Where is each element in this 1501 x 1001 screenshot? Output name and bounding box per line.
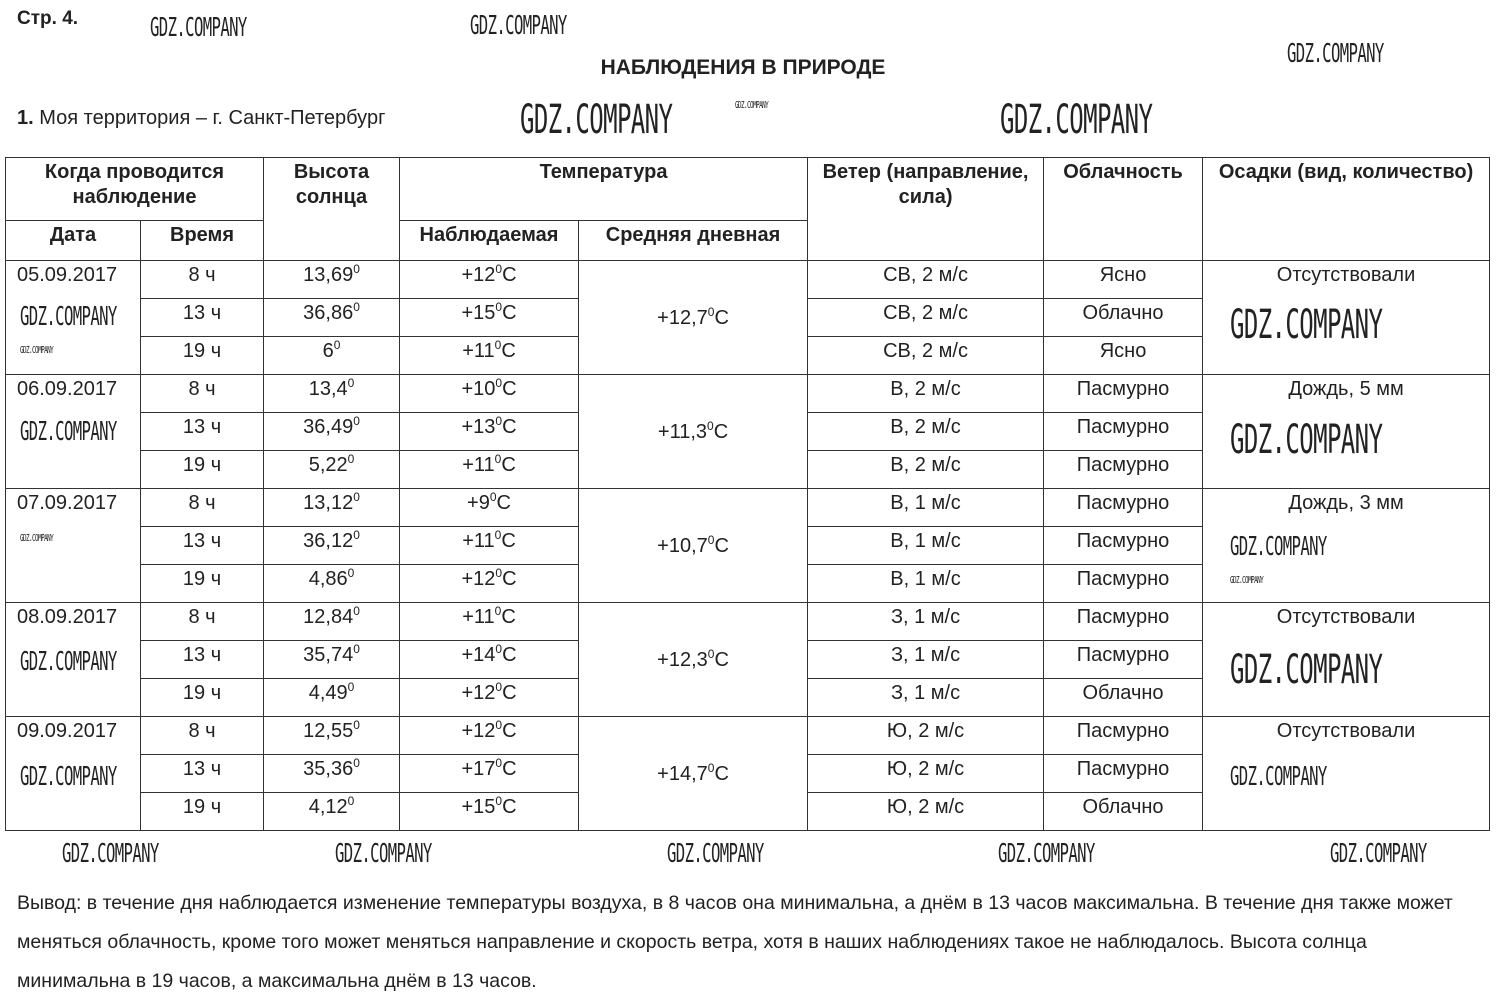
watermark: GDZ.COMPANY [735, 100, 769, 111]
wind-cell: СВ, 2 м/с [808, 299, 1044, 337]
observed-temp-cell: $+9^0C$ [400, 489, 579, 527]
watermark: GDZ.COMPANY [1230, 302, 1383, 348]
watermark: GDZ.COMPANY [20, 417, 117, 447]
clouds-cell: Пасмурно [1044, 489, 1203, 527]
header-avg: Средняя дневная [579, 221, 808, 261]
observed-temp-cell: $+10^0C$ [400, 375, 579, 413]
precip-cell: Дождь, 5 мм [1203, 375, 1490, 489]
avg-temp-cell: $+11,3^0C$ [579, 375, 808, 489]
time-cell: 19 ч [141, 337, 264, 375]
observations-table [5, 157, 1490, 831]
watermark: GDZ.COMPANY [20, 647, 117, 677]
time-cell: 13 ч [141, 641, 264, 679]
precip-cell: Отсутствовали [1203, 603, 1490, 717]
sun-height-cell: 35,74$^0$ [264, 641, 400, 679]
wind-cell: В, 1 м/с [808, 565, 1044, 603]
sun-height-cell: 36,86$^0$ [264, 299, 400, 337]
clouds-cell: Пасмурно [1044, 603, 1203, 641]
sun-height-cell: 5,22$^0$ [264, 451, 400, 489]
clouds-cell: Облачно [1044, 793, 1203, 831]
date-cell: 06.09.2017 [6, 375, 141, 489]
clouds-cell: Пасмурно [1044, 451, 1203, 489]
sun-height-cell: 36,49$^0$ [264, 413, 400, 451]
wind-cell: Ю, 2 м/с [808, 755, 1044, 793]
sun-height-cell: 4,86$^0$ [264, 565, 400, 603]
time-cell: 19 ч [141, 793, 264, 831]
watermark: GDZ.COMPANY [520, 97, 673, 143]
time-cell: 8 ч [141, 603, 264, 641]
watermark: GDZ.COMPANY [1230, 647, 1383, 693]
watermark: GDZ.COMPANY [1230, 762, 1327, 792]
date-cell: 08.09.2017 [6, 603, 141, 717]
observed-temp-cell: $+12^0C$ [400, 565, 579, 603]
sun-height-cell: $6^0$ [264, 337, 400, 375]
avg-temp-cell: $+14,7^0C$ [579, 717, 808, 831]
clouds-cell: Пасмурно [1044, 717, 1203, 755]
time-cell: 13 ч [141, 527, 264, 565]
precip-cell: Дождь, 3 мм [1203, 489, 1490, 603]
sun-height-cell: 4,49$^0$ [264, 679, 400, 717]
clouds-cell: Пасмурно [1044, 641, 1203, 679]
table-row [6, 261, 1490, 299]
table-row [6, 603, 1490, 641]
table-row [6, 489, 1490, 527]
time-cell: 19 ч [141, 565, 264, 603]
header-clouds: Облачность [1044, 158, 1203, 261]
watermark: GDZ.COMPANY [1287, 39, 1384, 69]
date-cell: 07.09.2017 [6, 489, 141, 603]
watermark: GDZ.COMPANY [20, 345, 54, 356]
wind-cell: З, 1 м/с [808, 603, 1044, 641]
sun-height-cell: 12,55$^0$ [264, 717, 400, 755]
watermark: GDZ.COMPANY [1230, 532, 1327, 562]
observed-temp-cell: $+11^0C$ [400, 527, 579, 565]
time-cell: 8 ч [141, 375, 264, 413]
wind-cell: З, 1 м/с [808, 679, 1044, 717]
observed-temp-cell: $+14^0C$ [400, 641, 579, 679]
clouds-cell: Пасмурно [1044, 565, 1203, 603]
clouds-cell: Пасмурно [1044, 413, 1203, 451]
header-when: Когда проводится наблюдение [6, 158, 264, 221]
wind-cell: СВ, 2 м/с [808, 261, 1044, 299]
sun-height-cell: 12,84$^0$ [264, 603, 400, 641]
watermark: GDZ.COMPANY [150, 13, 247, 43]
territory-line [17, 107, 385, 130]
precip-cell: Отсутствовали [1203, 717, 1490, 831]
wind-cell: В, 1 м/с [808, 527, 1044, 565]
time-cell: 8 ч [141, 261, 264, 299]
observed-temp-cell: $+12^0C$ [400, 261, 579, 299]
wind-cell: В, 2 м/с [808, 413, 1044, 451]
clouds-cell: Пасмурно [1044, 375, 1203, 413]
sun-height-cell: 13,12$^0$ [264, 489, 400, 527]
watermark: GDZ.COMPANY [470, 11, 567, 41]
task-number: 1. [17, 107, 34, 129]
observed-temp-cell: $+12^0C$ [400, 679, 579, 717]
sun-height-cell: 13,4$^0$ [264, 375, 400, 413]
time-cell: 8 ч [141, 489, 264, 527]
header-precip: Осадки (вид, количество) [1203, 158, 1490, 261]
watermark: GDZ.COMPANY [20, 533, 54, 544]
date-cell: 05.09.2017 [6, 261, 141, 375]
wind-cell: В, 2 м/с [808, 451, 1044, 489]
date-cell: 09.09.2017 [6, 717, 141, 831]
observed-temp-cell: $+15^0C$ [400, 793, 579, 831]
wind-cell: Ю, 2 м/с [808, 717, 1044, 755]
clouds-cell: Пасмурно [1044, 755, 1203, 793]
clouds-cell: Ясно [1044, 337, 1203, 375]
time-cell: 8 ч [141, 717, 264, 755]
header-time: Время [141, 221, 264, 261]
clouds-cell: Ясно [1044, 261, 1203, 299]
header-temp: Температура [400, 158, 808, 221]
wind-cell: Ю, 2 м/с [808, 793, 1044, 831]
watermark: GDZ.COMPANY [1230, 417, 1383, 463]
observed-temp-cell: $+11^0C$ [400, 337, 579, 375]
page-number: Стр. 4. [17, 8, 79, 29]
wind-cell: В, 2 м/с [808, 375, 1044, 413]
header-sun: Высота солнца [264, 158, 400, 261]
clouds-cell: Облачно [1044, 299, 1203, 337]
watermark: GDZ.COMPANY [20, 302, 117, 332]
header-date: Дата [6, 221, 141, 261]
table-row [6, 717, 1490, 755]
time-cell: 13 ч [141, 413, 264, 451]
watermark: GDZ.COMPANY [998, 839, 1095, 869]
observed-temp-cell: $+12^0C$ [400, 717, 579, 755]
wind-cell: СВ, 2 м/с [808, 337, 1044, 375]
observed-temp-cell: $+11^0C$ [400, 603, 579, 641]
sun-height-cell: 4,12$^0$ [264, 793, 400, 831]
header-observed: Наблюдаемая [400, 221, 579, 261]
observed-temp-cell: $+15^0C$ [400, 299, 579, 337]
sun-height-cell: 36,12$^0$ [264, 527, 400, 565]
wind-cell: З, 1 м/с [808, 641, 1044, 679]
sun-height-cell: 13,69$^0$ [264, 261, 400, 299]
avg-temp-cell: $+10,7^0C$ [579, 489, 808, 603]
page-title: НАБЛЮДЕНИЯ В ПРИРОДЕ [600, 56, 886, 79]
sun-height-cell: 35,36$^0$ [264, 755, 400, 793]
time-cell: 19 ч [141, 679, 264, 717]
watermark: GDZ.COMPANY [335, 839, 432, 869]
clouds-cell: Пасмурно [1044, 527, 1203, 565]
time-cell: 13 ч [141, 755, 264, 793]
avg-temp-cell: $+12,3^0C$ [579, 603, 808, 717]
time-cell: 13 ч [141, 299, 264, 337]
watermark: GDZ.COMPANY [1330, 839, 1427, 869]
conclusion: Вывод: в течение дня наблюдается изменение температуры воздуха, в 8 часов она минимальна, а днём в 13 часов максимальна. В течение дня также может меняться облачность, кроме того может меняться направление и скорость ветра, хотя в наших наблюдениях такое не наблюдалось. Высота солнца минимальна в 19 часов, а максимальна днём в 13 часов. [17, 892, 1453, 992]
watermark: GDZ.COMPANY [1000, 97, 1153, 143]
observed-temp-cell: $+11^0C$ [400, 451, 579, 489]
avg-temp-cell: $+12,7^0C$ [579, 261, 808, 375]
observed-temp-cell: $+17^0C$ [400, 755, 579, 793]
header-wind: Ветер (направление, сила) [808, 158, 1044, 261]
watermark: GDZ.COMPANY [62, 839, 159, 869]
precip-cell: Отсутствовали [1203, 261, 1490, 375]
wind-cell: В, 1 м/с [808, 489, 1044, 527]
watermark: GDZ.COMPANY [667, 839, 764, 869]
time-cell: 19 ч [141, 451, 264, 489]
table-row [6, 375, 1490, 413]
watermark: GDZ.COMPANY [20, 762, 117, 792]
watermark: GDZ.COMPANY [1230, 575, 1264, 586]
clouds-cell: Облачно [1044, 679, 1203, 717]
territory: Моя территория – г. Санкт-Петербург [39, 107, 386, 129]
observed-temp-cell: $+13^0C$ [400, 413, 579, 451]
